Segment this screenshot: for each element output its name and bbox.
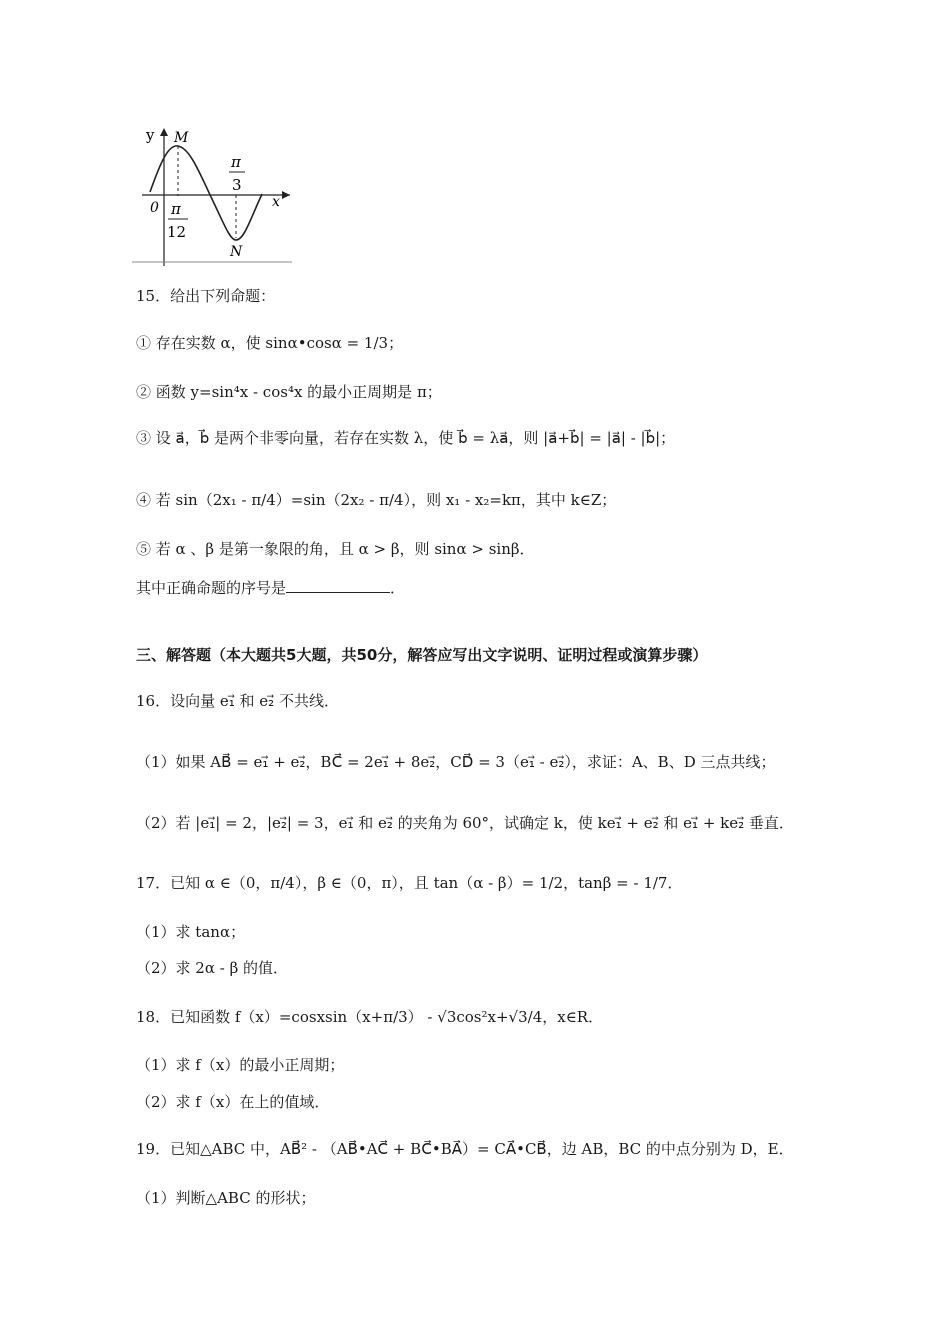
section-3-heading: 三、解答题（本大题共5大题，共50分，解答应写出文字说明、证明过程或演算步骤）: [136, 646, 708, 664]
y-axis-arrow: [160, 128, 168, 136]
q15-proposition-3: ③ 设 a⃗，b⃗ 是两个非零向量，若存在实数 λ，使 b⃗ = λa⃗，则 |a⃗+b⃗| = |a⃗| - |b⃗|；: [136, 429, 676, 447]
x-axis-label: x: [272, 194, 280, 210]
trough-label: N: [230, 244, 243, 260]
q18-part-1: （1）求 f（x）的最小正周期；: [136, 1056, 345, 1074]
y-axis-label: y: [146, 126, 155, 144]
q15-proposition-2: ② 函数 y=sin⁴x - cos⁴x 的最小正周期是 π；: [136, 383, 442, 401]
q15-title: 15．给出下列命题：: [136, 287, 276, 305]
q15-ask-suffix: ．: [390, 579, 406, 597]
q17-part-1: （1）求 tanα；: [136, 923, 246, 941]
sine-graph-figure: [132, 124, 294, 266]
q18-part-2: （2）求 f（x）在上的值域．: [136, 1093, 330, 1111]
q15-proposition-1: ① 存在实数 α，使 sinα•cosα = 1/3；: [136, 334, 404, 352]
q15-proposition-5: ⑤ 若 α 、β 是第一象限的角，且 α > β，则 sinα > sinβ．: [136, 540, 535, 558]
q17-part-2: （2）求 2α - β 的值．: [136, 959, 289, 977]
denominator-12: 12: [167, 223, 187, 241]
q15-ask: [136, 577, 405, 598]
pi-numerator-1: π: [171, 200, 181, 218]
q19-stem: 19．已知△ABC 中，AB⃗² - （AB⃗•AC⃗ + BC⃗•BA⃗）= CA⃗•CB⃗，边 AB，BC 的中点分别为 D，E．: [136, 1140, 794, 1158]
q16-part-1: （1）如果 AB⃗ = e₁⃗ + e₂⃗，BC⃗ = 2e₁⃗ + 8e₂⃗，CD⃗ = 3（e₁⃗ - e₂⃗），求证：A、B、D 三点共线；: [136, 753, 776, 771]
x-axis-arrow: [282, 191, 290, 199]
q17-stem: 17．已知 α ∈（0，π/4），β ∈（0，π），且 tan（α - β）= 1/2，tanβ = - 1/7．: [136, 874, 683, 892]
q18-stem: 18．已知函数 f（x）=cosxsin（x+π/3） - √3cos²x+√3/4，x∈R．: [136, 1008, 604, 1026]
q15-proposition-4: ④ 若 sin（2x₁ - π/4）=sin（2x₂ - π/4），则 x₁ - x₂=kπ，其中 k∈Z；: [136, 491, 617, 509]
denominator-3: 3: [232, 176, 242, 194]
q16-stem: 16．设向量 e₁⃗ 和 e₂⃗ 不共线．: [136, 692, 339, 710]
q19-part-1: （1）判断△ABC 的形状；: [136, 1189, 316, 1207]
pi-numerator-2: π: [231, 153, 241, 171]
q15-ask-prefix: 其中正确命题的序号是: [136, 579, 287, 597]
q16-part-2: （2）若 |e₁⃗| = 2，|e₂⃗| = 3，e₁⃗ 和 e₂⃗ 的夹角为 60°，试确定 k，使 ke₁⃗ + e₂⃗ 和 e₁⃗ + ke₂⃗ 垂直．: [136, 814, 794, 832]
answer-blank[interactable]: [286, 577, 390, 593]
peak-label: M: [174, 130, 189, 146]
origin-label: 0: [150, 200, 159, 216]
